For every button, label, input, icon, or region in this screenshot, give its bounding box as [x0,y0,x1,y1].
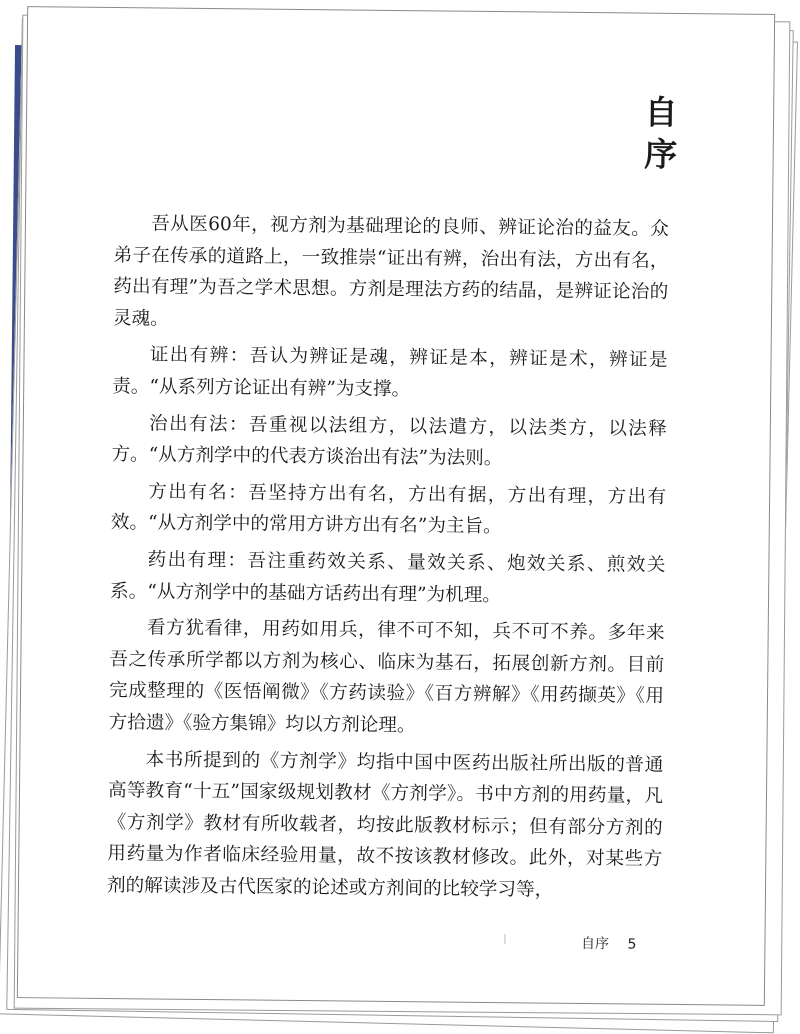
paragraph: 证出有辨：吾认为辨证是魂，辨证是本，辨证是术，辨证是责。“从系列方论证出有辨”为支撑。 [112,344,668,401]
paragraph: 药出有理：吾注重药效关系、量效关系、炮效关系、煎效关系。“从方剂学中的基础方话药出有理”为机理。 [109,549,666,606]
book-page [17,6,775,1006]
page-title [638,92,683,176]
footer-section-label: 自序 [580,935,610,953]
body-text [107,208,669,912]
page-footer [581,933,637,954]
page-number: 5 [627,936,637,953]
paragraph: 治出有法：吾重视以法组方，以法遣方，以法类方，以法释方。“从方剂学中的代表方谈治出有法”为法则。 [111,412,667,470]
paragraph: 吾从医60年，视方剂为基础理论的良师、辨证论治的益友。众弟子在传承的道路上，一致推崇“证出有辨，治出有法，方出有名，药出有理”为吾之学术思想。方剂是理法方药的结晶，是辨证论治的灵魂。 [112,213,670,330]
footer-mark [504,934,505,944]
title-char: 自 [644,92,678,132]
paragraph: 方出有名：吾坚持方出有名，方出有据，方出有理，方出有效。“从方剂学中的常用方讲方出有名”为主旨。 [110,481,667,538]
title-char: 序 [643,134,678,174]
paragraph: 看方犹看律，用药如用兵，律不可不知，兵不可不养。多年来吾之传承所学都以方剂为核心、临床为基石，拓展创新方剂。目前完成整理的《医悟阐微》《方药读验》《百方辨解》《用药撷英》《用方拾遗》《验方集锦》均以方剂论理。 [108,617,665,737]
paragraph: 本书所提到的《方剂学》均指中国中医药出版社所出版的普通高等教育“十五”国家级规划教材《方剂学》。书中方剂的用药量，凡《方剂学》教材有所收载者，均按此版教材标示；但有部分方剂的用药量为作者临床经验用量，故不按该教材修改。此外，对某些方剂的解读涉及古代医家的论述或方剂间的比较学习等， [106,748,664,901]
